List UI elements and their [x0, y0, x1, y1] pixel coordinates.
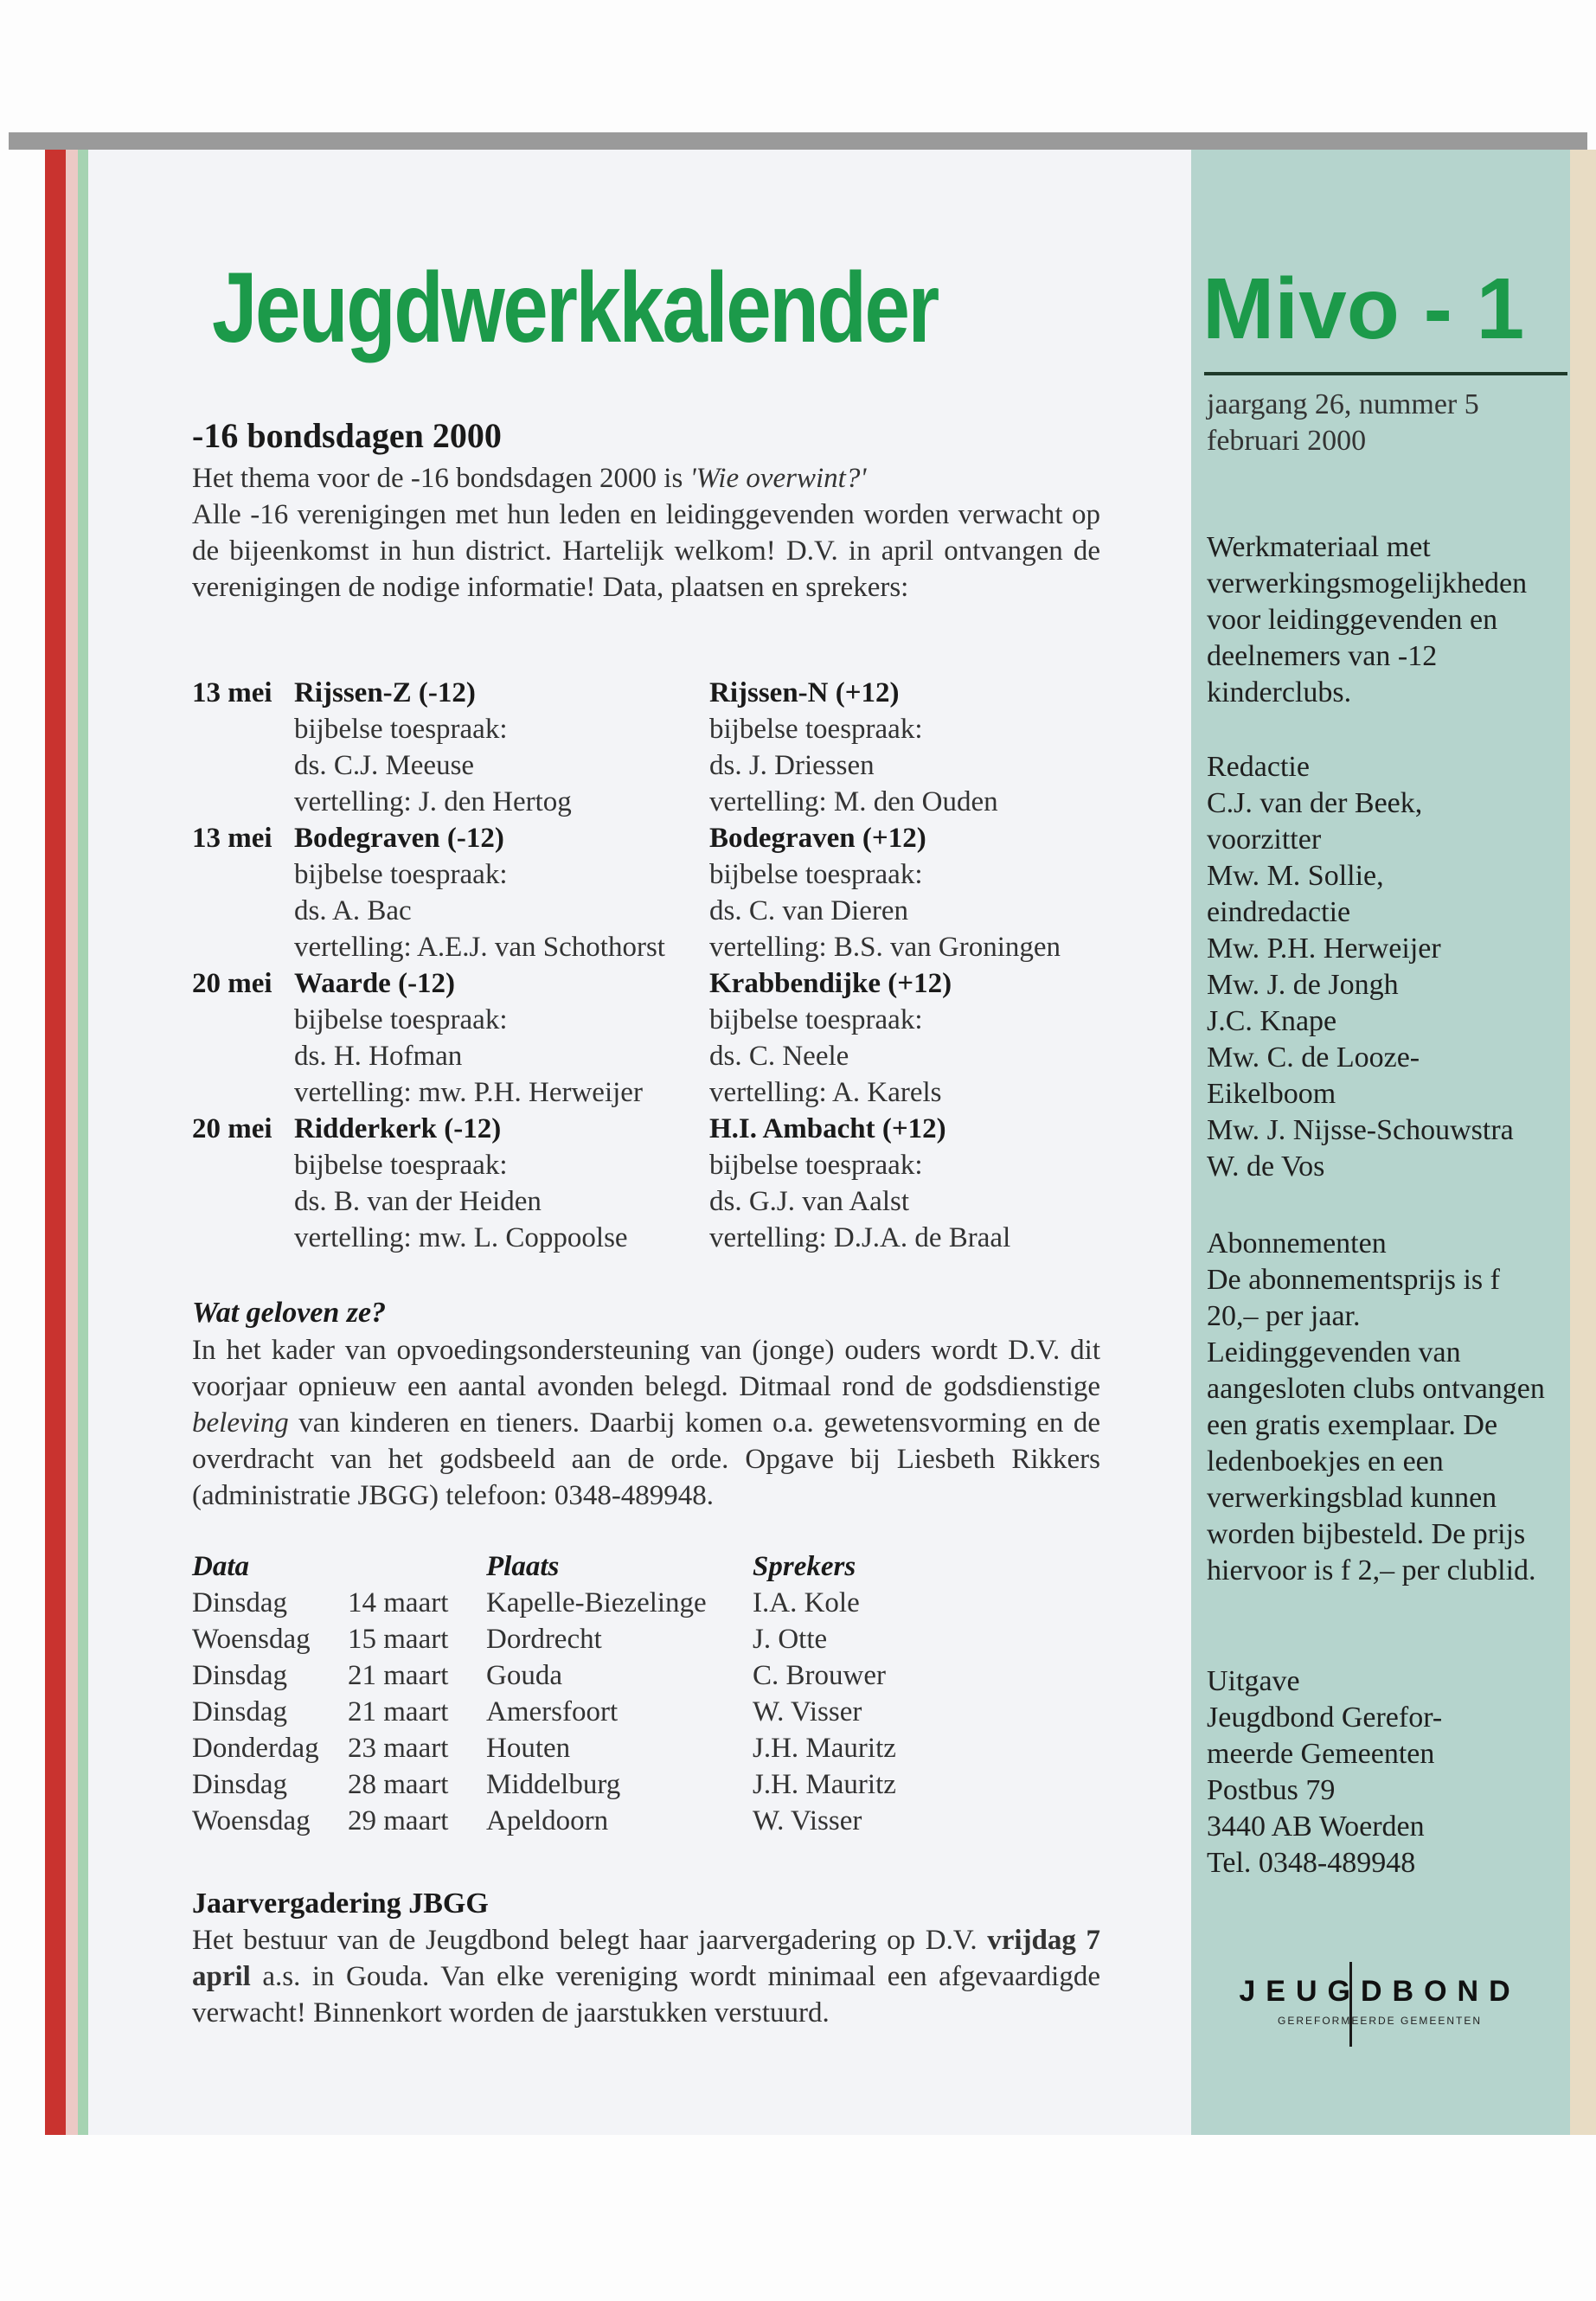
event-detail-right: ds. C. Neele [709, 1041, 849, 1072]
event-detail-right: vertelling: A. Karels [709, 1077, 942, 1108]
row-place: Dordrecht [486, 1624, 602, 1655]
redactie-member: Eikelboom [1207, 1078, 1336, 1110]
redactie-member: Mw. M. Sollie, [1207, 860, 1384, 892]
section-heading-bondsdagen: -16 bondsdagen 2000 [192, 416, 502, 455]
event-detail-left: vertelling: mw. P.H. Herweijer [294, 1077, 643, 1108]
redactie-member: J.C. Knape [1207, 1005, 1337, 1037]
event-detail-left: bijbelse toespraak: [294, 1004, 508, 1035]
event-detail-right: bijbelse toespraak: [709, 1004, 923, 1035]
row-place: Kapelle-Biezelinge [486, 1587, 707, 1618]
event-detail-right: vertelling: D.J.A. de Braal [709, 1222, 1011, 1253]
logo-word: JEUGDBOND [1239, 1975, 1521, 2008]
issue-line: jaargang 26, nummer 5 [1207, 388, 1479, 420]
event-detail-left: vertelling: mw. L. Coppoolse [294, 1222, 628, 1253]
redactie-member: Mw. J. de Jongh [1207, 969, 1399, 1001]
row-place: Middelburg [486, 1769, 621, 1800]
event-detail-right: ds. J. Driessen [709, 750, 875, 781]
uitgave-heading: Uitgave [1207, 1665, 1300, 1697]
row-speaker: C. Brouwer [753, 1660, 886, 1691]
redactie-member: W. de Vos [1207, 1150, 1325, 1183]
redactie-member: Mw. P.H. Herweijer [1207, 933, 1441, 965]
address-line: 3440 AB Woerden [1207, 1811, 1425, 1843]
wat-geloven-text: In het kader van opvoedingsondersteuning van (jonge) ouders wordt D.V. dit voorjaar opnieuw een aantal avonden belegd. Ditmaal rond de godsdienstige [192, 1335, 1100, 1402]
event-place-left: Waarde (-12) [294, 968, 456, 999]
row-date: 21 maart [348, 1660, 449, 1691]
event-detail-left: ds. H. Hofman [294, 1041, 463, 1072]
row-speaker: W. Visser [753, 1805, 862, 1836]
redactie-member: Mw. C. de Looze- [1207, 1042, 1420, 1074]
jaarvergadering-text: Het bestuur van de Jeugdbond belegt haar jaarvergadering op D.V. [192, 1925, 988, 1956]
row-day: Dinsdag [192, 1587, 287, 1618]
abonnementen-heading: Abonnementen [1207, 1227, 1387, 1259]
address-line: Postbus 79 [1207, 1774, 1336, 1806]
scan-edge [9, 132, 1587, 150]
row-day: Woensdag [192, 1624, 311, 1655]
event-detail-left: vertelling: A.E.J. van Schothorst [294, 932, 665, 963]
row-day: Dinsdag [192, 1660, 287, 1691]
row-date: 23 maart [348, 1733, 449, 1764]
row-day: Donderdag [192, 1733, 319, 1764]
redactie-member: Mw. J. Nijsse-Schouwstra [1207, 1114, 1514, 1146]
event-detail-right: vertelling: M. den Ouden [709, 786, 998, 817]
row-date: 14 maart [348, 1587, 449, 1618]
section-heading-jaarvergadering: Jaarvergadering JBGG [192, 1888, 489, 1920]
mivo-title: Mivo - 1 [1202, 260, 1525, 357]
event-place-right: H.I. Ambacht (+12) [709, 1113, 946, 1144]
event-detail-left: bijbelse toespraak: [294, 714, 508, 745]
row-speaker: J. Otte [753, 1624, 828, 1655]
intro-text: Het thema voor de -16 bondsdagen 2000 is [192, 463, 690, 494]
event-date: 20 mei [192, 1113, 272, 1144]
wat-geloven-text-end: van kinderen en tieners. Daarbij komen o.a. gewetensvorming en de overdracht van het godsbeeld aan de orde. Opgave bij Liesbeth Rikkers (administratie JBGG) telefoon: 0348-489948. [192, 1407, 1100, 1511]
row-place: Amersfoort [486, 1696, 619, 1727]
event-detail-left: bijbelse toespraak: [294, 1150, 508, 1181]
event-detail-left: ds. C.J. Meeuse [294, 750, 475, 781]
event-detail-left: ds. A. Bac [294, 895, 412, 926]
address-line: Jeugdbond Gerefor- [1207, 1702, 1443, 1734]
address-line: meerde Gemeenten [1207, 1738, 1435, 1770]
uitgave-address [1207, 1700, 1553, 1845]
binding-strip-pink [66, 150, 78, 2135]
binding-strip-red [45, 150, 66, 2135]
row-place: Gouda [486, 1660, 562, 1691]
redactie-heading: Redactie [1207, 751, 1310, 783]
row-date: 15 maart [348, 1624, 449, 1655]
row-date: 28 maart [348, 1769, 449, 1800]
event-detail-right: vertelling: B.S. van Groningen [709, 932, 1061, 963]
wat-geloven-emphasis: beleving [192, 1407, 289, 1439]
event-date: 20 mei [192, 968, 272, 999]
event-place-right: Bodegraven (+12) [709, 823, 926, 854]
bondsdagen-intro [192, 460, 1100, 606]
event-detail-left: ds. B. van der Heiden [294, 1186, 542, 1217]
logo-subtitle: GEREFORMEERDE GEMEENTEN [1277, 2015, 1483, 2027]
row-speaker: J.H. Mauritz [753, 1769, 896, 1800]
event-date: 13 mei [192, 823, 272, 854]
event-place-right: Rijssen-N (+12) [709, 677, 900, 708]
row-day: Woensdag [192, 1805, 311, 1836]
row-day: Dinsdag [192, 1696, 287, 1727]
redactie-member: C.J. van der Beek, [1207, 787, 1423, 819]
redactie-list [1207, 785, 1553, 1185]
event-detail-left: bijbelse toespraak: [294, 859, 508, 890]
event-detail-right: ds. C. van Dieren [709, 895, 909, 926]
event-place-right: Krabbendijke (+12) [709, 968, 952, 999]
row-speaker: W. Visser [753, 1696, 862, 1727]
redactie-member: voorzitter [1207, 824, 1322, 856]
row-place: Houten [486, 1733, 571, 1764]
event-place-left: Bodegraven (-12) [294, 823, 504, 854]
theme-text: 'Wie overwint?' [689, 463, 867, 494]
page-edge [1570, 150, 1596, 2135]
issue-date: februari 2000 [1207, 425, 1367, 457]
row-date: 21 maart [348, 1696, 449, 1727]
jaarvergadering-date: vrijdag 7 april [192, 1925, 1100, 1992]
event-place-left: Rijssen-Z (-12) [294, 677, 476, 708]
telefoon: Tel. 0348-489948 [1207, 1847, 1416, 1879]
event-detail-right: bijbelse toespraak: [709, 714, 923, 745]
row-day: Dinsdag [192, 1769, 287, 1800]
event-detail-right: ds. G.J. van Aalst [709, 1186, 909, 1217]
jeugdbond-logo [1211, 1953, 1548, 2057]
table-header-sprekers: Sprekers [753, 1551, 856, 1582]
page-title: Jeugdwerkkalender [212, 253, 938, 363]
table-header-data: Data [192, 1551, 249, 1582]
event-detail-right: bijbelse toespraak: [709, 1150, 923, 1181]
row-speaker: I.A. Kole [753, 1587, 860, 1618]
jaarvergadering-text-end: a.s. in Gouda. Van elke vereniging wordt minimaal een afgevaardigde verwacht! Binnenkort worden de jaarstukken verstuurd. [192, 1961, 1100, 2029]
title-rule [1204, 372, 1567, 375]
abonnementen-text: De abonnementsprijs is f 20,– per jaar. Leidinggevenden van aangesloten clubs ontvangen een gratis exemplaar. De ledenboekjes en een verwerkingsblad kunnen worden bijbesteld. De prijs hiervoor is f 2,– per clublid. [1207, 1264, 1545, 1586]
wat-geloven-paragraph [192, 1332, 1100, 1514]
redactie-member: eindredactie [1207, 896, 1351, 928]
intro-paragraph: Alle -16 verenigingen met hun leden en leidinggevenden worden verwacht op de bijeenkomst in hun district. Hartelijk welkom! D.V. in april ontvangen de verenigingen de nodige informatie! Data, plaatsen en sprekers: [192, 499, 1100, 603]
event-place-left: Ridderkerk (-12) [294, 1113, 502, 1144]
sidebar-description: Werkmateriaal met verwerkingsmogelijkheden voor leidinggevenden en deelnemers van -12 kinderclubs. [1207, 531, 1528, 708]
row-place: Apeldoorn [486, 1805, 609, 1836]
section-heading-wat-geloven: Wat geloven ze? [192, 1297, 387, 1329]
binding-strip-green [78, 150, 88, 2135]
row-speaker: J.H. Mauritz [753, 1733, 896, 1764]
event-detail-right: bijbelse toespraak: [709, 859, 923, 890]
table-header-plaats: Plaats [486, 1551, 560, 1582]
jaarvergadering-paragraph [192, 1922, 1100, 2031]
event-detail-left: vertelling: J. den Hertog [294, 786, 572, 817]
row-date: 29 maart [348, 1805, 449, 1836]
event-date: 13 mei [192, 677, 272, 708]
